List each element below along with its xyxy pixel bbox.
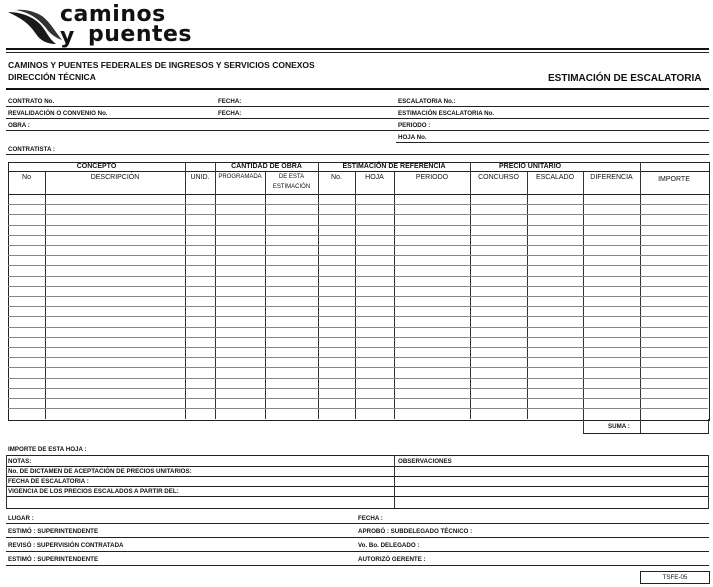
vobo-label: Vo. Bo. DELEGADO :: [358, 542, 420, 549]
table-row-line: [8, 316, 708, 317]
table-row-line: [8, 286, 708, 287]
estimacion-label: ESTIMACIÓN ESCALATORIA No.: [398, 110, 495, 117]
department: DIRECCIÓN TÉCNICA: [8, 72, 96, 82]
col-diferencia: DIFERENCIA: [590, 174, 633, 181]
table-row-line: [8, 276, 708, 277]
table-row-line: [8, 296, 708, 297]
table-row-line: [8, 357, 708, 358]
table-row-line: [8, 327, 708, 328]
col-unid: UNID.: [190, 174, 210, 181]
table-row-line: [8, 265, 708, 266]
table-row-line: [8, 337, 708, 338]
estimo-label-2: ESTIMÓ : SUPERINTENDENTE: [8, 556, 99, 563]
table-row-line: [8, 255, 708, 256]
col-de-esta-1: DE ESTA: [278, 174, 305, 180]
estimo-label-1: ESTIMÓ : SUPERINTENDENTE: [8, 528, 99, 535]
table-row-line: [8, 235, 708, 236]
form-code: [640, 571, 710, 584]
aprobo-label: APROBÓ : SUBDELEGADO TÉCNICO :: [358, 528, 473, 535]
revalidacion-label: REVALIDACIÓN O CONVENIO No.: [8, 110, 108, 117]
logo: [6, 2, 193, 49]
contratista-label: CONTRATISTA :: [8, 146, 55, 153]
escalatoria-label: ESCALATORIA No.:: [398, 98, 456, 105]
table-row-line: [8, 347, 708, 348]
contrato-label: CONTRATO No.: [8, 98, 55, 105]
logo-line-2: puentes: [88, 22, 193, 47]
form-code-text: TSFE-05: [662, 574, 688, 581]
vigencia-label: VIGENCIA DE LOS PRECIOS ESCALADOS A PARTIR DEL:: [8, 488, 179, 495]
hoja-label: HOJA No.: [398, 134, 427, 141]
col-escalado: ESCALADO: [535, 174, 575, 181]
col-importe: IMPORTE: [658, 176, 690, 183]
table-row-line: [8, 408, 708, 409]
table-row-line: [8, 367, 708, 368]
main-table: [8, 162, 710, 421]
group-estimacion: ESTIMACIÓN DE REFERENCIA: [342, 163, 446, 170]
table-row-line: [8, 378, 708, 379]
group-cantidad: CANTIDAD DE OBRA: [231, 163, 302, 170]
group-concepto: CONCEPTO: [76, 163, 117, 170]
obra-label: OBRA :: [8, 122, 30, 129]
table-row-line: [8, 204, 708, 205]
table-row-line: [8, 225, 708, 226]
col-concurso: CONCURSO: [478, 174, 519, 181]
table-row-line: [8, 245, 708, 246]
importe-hoja-label: IMPORTE DE ESTA HOJA :: [8, 446, 87, 453]
col-descripcion: DESCRIPCIÓN: [90, 174, 140, 181]
fecha-label-2: FECHA:: [218, 110, 242, 117]
col-est-no: No.: [331, 174, 342, 181]
bird-wings-logo-icon: [6, 8, 64, 46]
group-precio: PRECIO UNITARIO: [499, 163, 562, 170]
col-hoja: HOJA: [365, 174, 384, 181]
col-programada: PROGRAMADA: [218, 174, 262, 180]
fecha-footer-label: FECHA :: [358, 515, 383, 522]
fecha-label-1: FECHA:: [218, 98, 242, 105]
autorizo-label: AUTORIZÓ GERENTE :: [358, 556, 426, 563]
fecha-escalatoria-label: FECHA DE ESCALATORIA :: [8, 478, 89, 485]
table-row-line: [8, 398, 708, 399]
lugar-label: LUGAR :: [8, 515, 34, 522]
suma-label: SUMA :: [608, 423, 630, 430]
reviso-label: REVISÓ : SUPERVISIÓN CONTRATADA: [8, 542, 124, 549]
table-row-line: [8, 306, 708, 307]
org-name: CAMINOS Y PUENTES FEDERALES DE INGRESOS Y SERVICIOS CONEXOS: [8, 60, 315, 70]
observaciones-label: OBSERVACIONES: [398, 458, 452, 465]
table-row-line: [8, 214, 708, 215]
periodo-label: PERIODO :: [398, 122, 431, 129]
logo-line-1: caminos y: [60, 2, 166, 49]
form-title: ESTIMACIÓN DE ESCALATORIA: [548, 73, 702, 84]
col-no: No: [22, 174, 31, 181]
col-de-esta-2: ESTIMACIÓN: [272, 184, 311, 190]
table-row-line: [8, 388, 708, 389]
notas-label: NOTAS:: [8, 458, 32, 465]
col-periodo: PERIODO: [415, 174, 449, 181]
dictamen-label: No. DE DICTAMEN DE ACEPTACIÓN DE PRECIOS UNITARIOS:: [8, 468, 192, 475]
